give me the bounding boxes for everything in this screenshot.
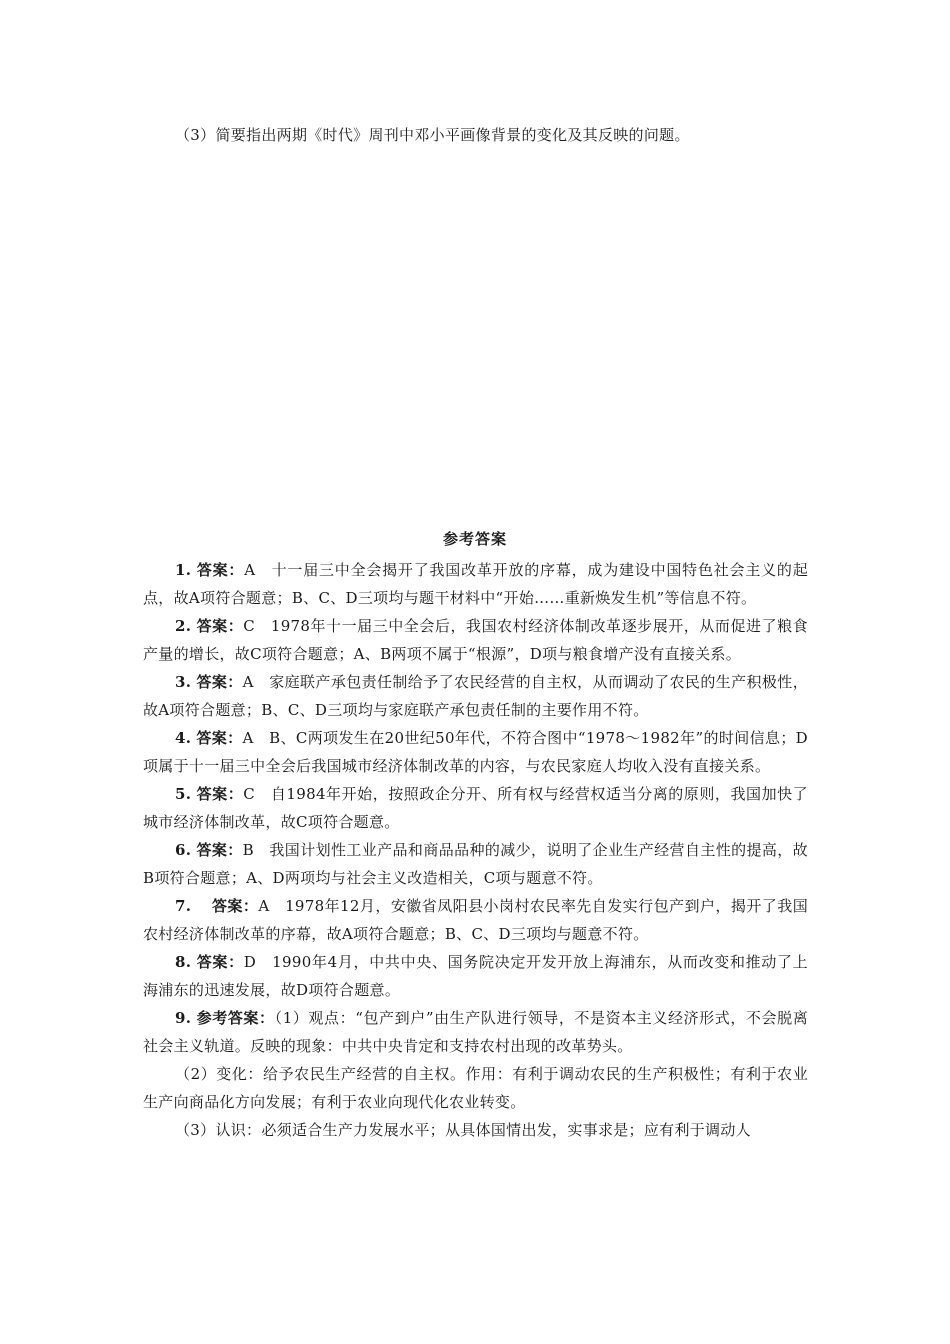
answer-item (143, 724, 808, 780)
answer-9-part-3: （3）认识：必须适合生产力发展水平；从具体国情出发，实事求是；应有利于调动人 (175, 1121, 751, 1139)
answer-number: 7. (175, 897, 192, 915)
answer-label: 答案： (196, 785, 244, 803)
answer-label: 答案： (196, 953, 244, 971)
answer-text: A 1978年12月，安徽省凤阳县小岗村农民率先自发实行包产到户，揭开了我国农村经济体制改革的序幕，故A项符合题意；B、C、D三项均与题意不符。 (143, 897, 808, 943)
answer-item (143, 780, 808, 836)
answer-9-part-2: （2）变化：给予农民生产经营的自主权。作用：有利于调动农民的生产积极性；有利于农业生产向商品化方向发展；有利于农业向现代化农业转变。 (143, 1065, 808, 1111)
answer-label: 答案： (196, 673, 243, 691)
answers-list (143, 556, 808, 1144)
answer-text: （1）观点：“包产到户”由生产队进行领导，不是资本主义经济形式，不会脱离社会主义轨道。反映的现象：中共中央肯定和支持农村出现的改革势头。 (143, 1009, 808, 1055)
question-3: （3）简要指出两期《时代》周刊中邓小平画像背景的变化及其反映的问题。 (175, 126, 690, 144)
answer-item (143, 668, 808, 724)
answer-number: 4. (175, 729, 192, 747)
answer-text: A 十一届三中全会揭开了我国改革开放的序幕，成为建设中国特色社会主义的起点，故A项符合题意；B、C、D三项均与题干材料中“开始……重新焕发生机”等信息不符。 (143, 561, 808, 607)
answer-label: 参考答案： (196, 1009, 275, 1027)
answer-item (143, 1004, 808, 1060)
answer-label: 答案： (196, 617, 244, 635)
answer-text: A 家庭联产承包责任制给予了农民经营的自主权，从而调动了农民的生产积极性，故A项符合题意；B、C、D三项均与家庭联产承包责任制的主要作用不符。 (143, 673, 808, 719)
answer-text: D 1990年4月，中共中央、国务院决定开发开放上海浦东，从而改变和推动了上海浦东的迅速发展，故D项符合题意。 (143, 953, 808, 999)
answer-number: 1. (175, 561, 192, 579)
answer-text: C 1978年十一届三中全会后，我国农村经济体制改革逐步展开，从而促进了粮食产量的增长，故C项符合题意；A、B两项不属于“根源”，D项与粮食增产没有直接关系。 (143, 617, 808, 663)
answer-item (143, 612, 808, 668)
answer-label: 答案： (196, 841, 243, 859)
answer-number: 6. (175, 841, 192, 859)
answer-text: C 自1984年开始，按照政企分开、所有权与经营权适当分离的原则，我国加快了城市经济体制改革，故C项符合题意。 (143, 785, 808, 831)
answer-item (143, 892, 808, 948)
answer-number: 9. (175, 1009, 192, 1027)
answers-title: 参考答案 (442, 530, 507, 548)
answer-text: B 我国计划性工业产品和商品品种的减少，说明了企业生产经营自主性的提高，故B项符合题意；A、D两项均与社会主义改造相关，C项与题意不符。 (143, 841, 808, 887)
answer-number: 3. (175, 673, 192, 691)
answer-item (143, 556, 808, 612)
answer-label: 答案： (196, 729, 243, 747)
answer-label: 答案： (196, 897, 259, 915)
answer-label: 答案： (196, 561, 245, 579)
answer-number: 8. (175, 953, 192, 971)
answer-number: 5. (175, 785, 192, 803)
answer-item (143, 836, 808, 892)
answer-text: A B、C两项发生在20世纪50年代，不符合图中“1978～1982年”的时间信息；D项属于十一届三中全会后我国城市经济体制改革的内容，与农民家庭人均收入没有直接关系。 (143, 729, 808, 775)
answer-number: 2. (175, 617, 192, 635)
answer-item (143, 948, 808, 1004)
